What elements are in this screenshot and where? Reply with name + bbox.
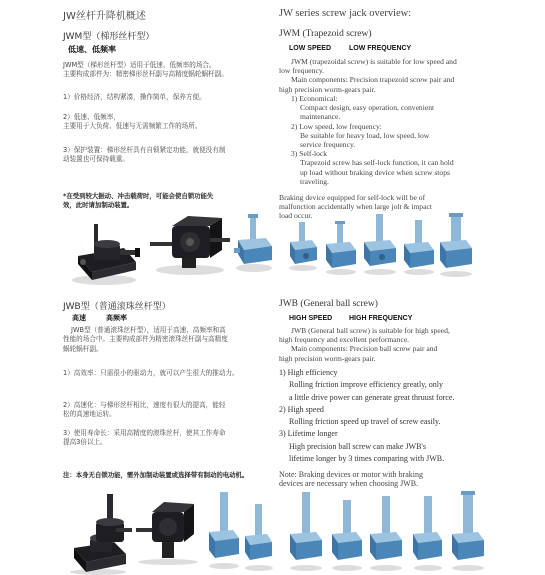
text-line: malfunction accidentally when large jolt & impact	[279, 202, 432, 212]
text-line: high frequency and excellent performance.	[279, 335, 410, 345]
jwm-en-bold-1: LOW SPEED	[289, 45, 332, 52]
text-line: *在受到较大振动、冲击载荷时，可能会使自锁功能失	[63, 192, 214, 200]
jw-en-title: JW series screw jack overview:	[279, 8, 412, 19]
jwb-jack-blue-image-2	[242, 502, 276, 572]
text-line: 1) High efficiency	[279, 368, 338, 377]
jwb-en-bold-1: HIGH SPEED	[289, 315, 333, 322]
jwm-jack-blue-image-4	[360, 212, 400, 276]
text-line: load occur.	[279, 211, 313, 221]
text-line: JWB (General ball screw) is suitable for high speed,	[291, 326, 450, 335]
jwm-en-heading: JWM (Trapezoid screw)	[279, 29, 372, 39]
jwb-jack-dark-image-3	[134, 498, 202, 566]
jwb-zh-item-3	[63, 429, 225, 448]
text-line: 蜗轮蜗杆副。	[63, 344, 103, 353]
text-line: 松的高速地运转。	[63, 410, 116, 419]
text-line: 主要用于大负荷、低速与无需频繁工作的场所。	[63, 122, 202, 131]
text-line: a little drive power can generate great thruust force.	[289, 392, 455, 402]
text-line: 2）高速化：与梯形丝杆相比，速度有很大的提高，能轻	[63, 401, 226, 409]
text-line: 3）保护装置：梯形丝杆具有自锁紧定功能，就便没有制	[63, 146, 226, 154]
text-line: Trapezoid screw has self-lock function, it can hold	[300, 158, 454, 168]
text-line: 3) Self-lock	[291, 149, 328, 159]
jwm-zh-item-1	[63, 93, 206, 102]
text-line: lifetime longer by 3 times comparing with JWB.	[289, 454, 445, 464]
jwm-zh-intro	[63, 61, 228, 80]
jwb-jack-blue-image-1	[205, 490, 243, 570]
text-line: 3) Lifetime longer	[279, 429, 338, 439]
text-line: High precision ball screw can make JWB's	[289, 441, 426, 451]
jwb-zh-intro	[63, 326, 228, 354]
jwb-en-bold-2: HIGH FREQUENCY	[349, 315, 413, 322]
text-line: Be suitable for heavy load, low speed, low	[300, 130, 430, 140]
jwm-zh-note	[63, 192, 213, 210]
text-line: Main components: Precision trapezoid screw pair and	[291, 75, 455, 85]
jwb-zh-item-2	[63, 401, 225, 420]
jwb-jack-blue-image-7	[448, 490, 488, 572]
text-line: JWM型（梯形丝杆型）适用于低速、低频率的场合。	[63, 61, 216, 69]
text-line: 2) Low speed, low frequency:	[291, 121, 382, 131]
text-line: Rolling friction speed up travel of screw easily.	[289, 417, 441, 427]
text-line: 提高3倍以上。	[63, 438, 107, 447]
jwb-en-items	[279, 367, 454, 465]
jwb-jack-blue-image-4	[328, 498, 366, 572]
jwb-zh-note: 注：本身无自锁功能，需外加制动装置或选择带有制动的电动机。	[63, 471, 249, 479]
text-line: traveling.	[300, 176, 329, 186]
text-line: 性能的场合中。主要构成部件为精密滚珠丝杆副与高精度	[63, 335, 228, 344]
text-line: high precision worm-gears pair.	[279, 84, 376, 94]
jwb-jack-dark-image-2	[86, 492, 134, 552]
jwb-jack-blue-image-3	[286, 490, 326, 572]
jwb-jack-blue-image-6	[410, 494, 446, 572]
text-line: maintenance.	[300, 112, 341, 122]
jw-zh-title: JW丝杆升降机概述	[63, 11, 146, 22]
jwm-jack-blue-image-6	[436, 212, 476, 278]
jwm-jack-blue-image-3	[322, 220, 360, 276]
text-line: high precision worm-gears pair.	[279, 353, 376, 363]
text-line: 3）使用寿命长：采用高精度的滚珠丝杆，使其工作寿命	[63, 429, 226, 437]
text-line: service frequency.	[300, 140, 356, 150]
text-line: JWB型（普通滚珠丝杆型），适用于高速、高频率和高	[71, 326, 226, 334]
jwb-zh-sub-1: 高速	[72, 315, 86, 322]
text-line: 1）高效率：只需很小的驱动力，就可以产生很大的推动力。	[63, 369, 239, 377]
text-line: Rolling friction improve efficiency greatly, only	[289, 380, 443, 390]
jwm-jack-dark-image-1	[64, 218, 145, 287]
jwb-zh-item-1	[63, 369, 239, 378]
jwm-en-intro	[279, 57, 457, 94]
text-line: JWM (trapezoidal screw) is suitable for low speed and	[291, 57, 457, 66]
jwm-jack-dark-image-2	[148, 212, 232, 276]
jwm-en-note	[279, 193, 432, 221]
text-line: 1) Economical:	[291, 94, 338, 103]
jwm-jack-blue-image-1	[232, 212, 276, 274]
text-line: up load without braking device when screw stops	[300, 167, 450, 177]
jwb-jack-blue-image-5	[366, 494, 406, 572]
text-line: devices are necessary when choosing JWB.	[279, 479, 419, 489]
text-line: 主要构成部件为：精密梯形丝杆副与高精度蜗轮蜗杆副。	[63, 70, 228, 79]
jwm-zh-item-3	[63, 146, 225, 165]
jwm-zh-heading: JWM型（梯形丝杆型）	[63, 32, 155, 42]
text-line: 动装置也可保持载重。	[63, 155, 129, 164]
text-line: Compact design, easy operation, convenient	[300, 103, 435, 113]
jwm-jack-blue-image-5	[400, 218, 438, 276]
text-line: 2) High speed	[279, 404, 324, 414]
jwb-en-intro	[279, 326, 450, 363]
jwm-en-bold-2: LOW FREQUENCY	[349, 45, 412, 52]
jwm-en-items	[291, 94, 454, 186]
text-line: 2）低速、低频率，	[63, 113, 120, 121]
text-line: low frequency.	[279, 66, 325, 76]
jwb-zh-sub-2: 高频率	[106, 315, 127, 322]
jwb-zh-heading: JWB型（普通滚珠丝杆型）	[63, 302, 171, 312]
jwb-en-note	[279, 470, 423, 488]
text-line: Note: Braking devices or motor with braking	[279, 470, 423, 479]
text-line: Main components: Precision ball screw pair and	[291, 344, 438, 354]
text-line: 效，此时请加制动装置。	[63, 201, 134, 209]
jwm-jack-blue-image-2	[286, 220, 320, 272]
text-line: Braking device equipped for self-lock will be of	[279, 193, 426, 202]
text-line: 1）价格经济，结构紧凑，操作简单，保养方便。	[63, 93, 206, 101]
jwb-en-heading: JWB (General ball screw)	[279, 299, 378, 309]
jwm-zh-item-2	[63, 113, 201, 132]
jwm-zh-sub: 低速、低频率	[68, 45, 116, 54]
